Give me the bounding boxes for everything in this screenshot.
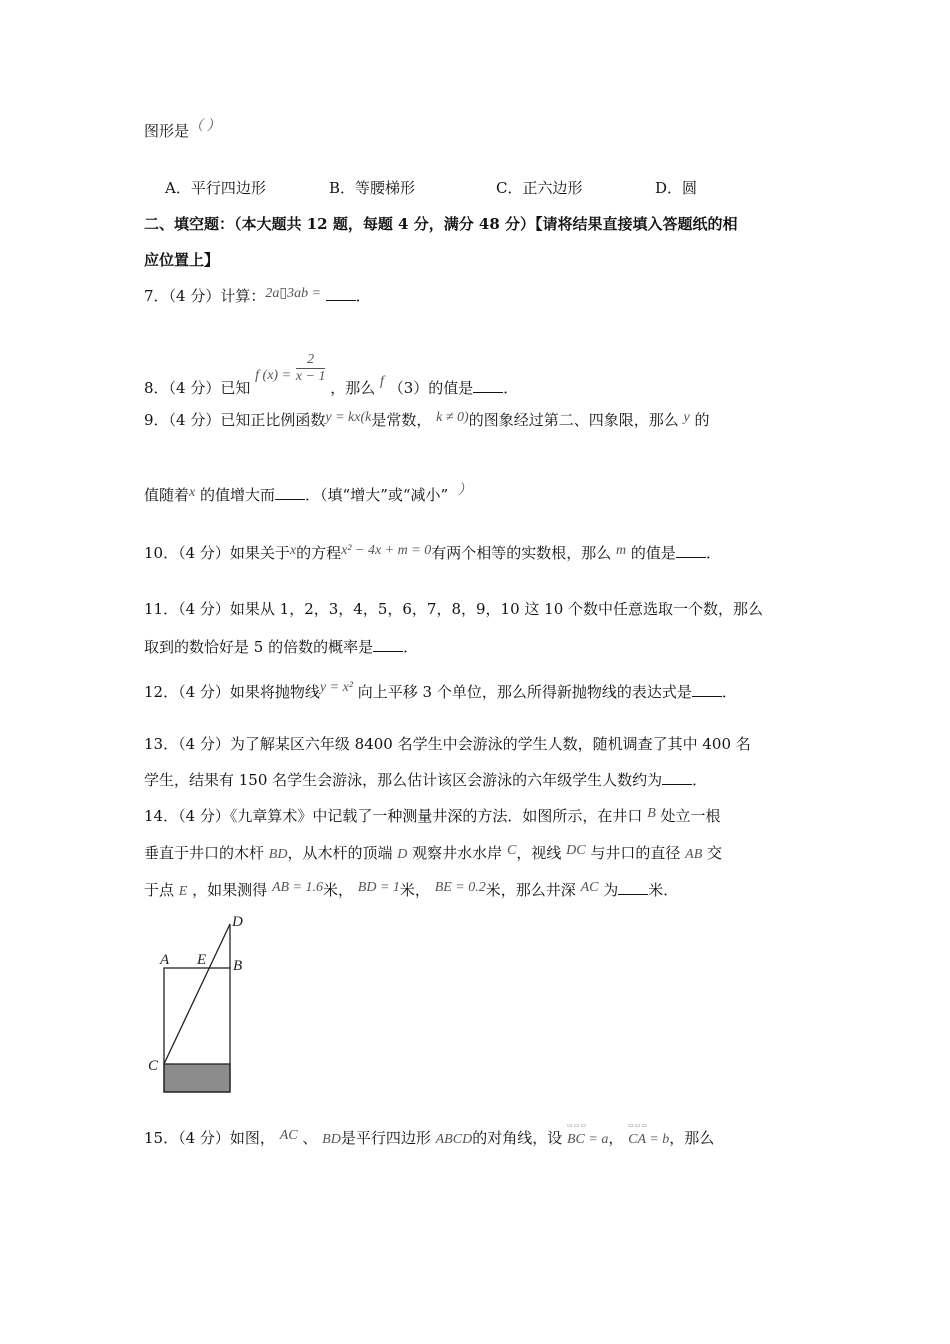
label-a: A	[160, 952, 170, 968]
question-10: 10．（4 分）如果关于x的方程x² − 4x + m = 0有两个相等的实数根，那么 m 的值是 ．	[144, 543, 721, 562]
label-b: B	[233, 958, 243, 974]
question-15: 15．（4 分）如图， AC 、 BD是平行四边形 ABCD的对角线，设 ▭▭▭ BC = a， ▭▭▭ CA = b，那么	[144, 1128, 714, 1150]
answer-blank[interactable]	[618, 880, 648, 895]
question-13-cont: 学生，结果有 150 名学生会游泳，那么估计该区会游泳的六年级学生人数约为 ．	[144, 771, 708, 789]
section-2-title-cont: 应位置上】	[144, 251, 220, 269]
answer-blank[interactable]	[676, 543, 706, 558]
question-14-line-3: 于点 E ，如果测得 AB = 1.6米， BD = 1米， BE = 0.2米，那么井深 AC 为 米．	[144, 880, 679, 899]
option-c: C．正六边形	[496, 179, 583, 197]
question-7: 7．（4 分）计算：2a▯3ab = ．	[144, 286, 371, 305]
question-9: 9．（4 分）已知正比例函数y = kx(k是常数， k ≠ 0)的图象经过第二、四象限，那么 y 的	[144, 410, 710, 429]
fraction: $\frac{2}{x - 1}$	[295, 352, 326, 384]
section-2-title: 二、填空题：（本大题共 12 题，每题 4 分，满分 48 分）【请将结果直接填入答题纸的相	[144, 215, 738, 233]
question-14-line-2: 垂直于井口的木杆 BD，从木杆的顶端 D 观察井水水岸 C，视线 DC 与井口的直径 AB 交	[144, 843, 723, 862]
answer-blank[interactable]	[326, 286, 356, 301]
question-12: 12．（4 分）如果将抛物线y = x² 向上平移 3 个单位，那么所得新抛物线的表达式是 ．	[144, 680, 737, 701]
answer-blank[interactable]	[473, 378, 503, 393]
answer-blank[interactable]	[692, 682, 722, 697]
vector-arrow-icon: ▭▭▭	[628, 1122, 649, 1129]
question-11: 11．（4 分）如果从 1，2，3，4，5，6，7，8，9，10 这 10 个数中任意选取一个数，那么	[144, 600, 764, 618]
well-diagram	[140, 910, 260, 1100]
label-c: C	[148, 1058, 159, 1074]
option-a: A．平行四边形	[165, 179, 266, 197]
question-9-cont: 值随着x 的值增大而 ．（填“增大”或“减小” ）	[144, 483, 472, 504]
option-d: D．圆	[655, 179, 698, 197]
function-fx: f (x) =	[255, 367, 292, 383]
water-fill	[164, 1064, 230, 1092]
sightline-dc	[164, 924, 230, 1064]
vector-arrow-icon: ▭▭▭	[566, 1122, 587, 1129]
question-13: 13．（4 分）为了解某区六年级 8400 名学生中会游泳的学生人数，随机调查了其中 400 名	[144, 735, 751, 753]
vector-bc: ▭▭▭ BC = a	[567, 1128, 608, 1150]
q6-tail: 图形是（ ）	[144, 119, 221, 140]
question-14: 14．（4 分）《九章算术》中记载了一种测量井深的方法．如图所示，在井口 B 处立一根	[144, 806, 721, 825]
answer-blank[interactable]	[662, 770, 692, 785]
label-e: E	[197, 952, 207, 968]
question-11-cont: 取到的数恰好是 5 的倍数的概率是 ．	[144, 638, 419, 656]
label-d: D	[232, 914, 243, 930]
answer-blank[interactable]	[373, 637, 403, 652]
vector-ca: ▭▭▭ CA = b	[628, 1128, 669, 1150]
option-b: B．等腰梯形	[329, 179, 416, 197]
answer-blank[interactable]	[275, 485, 305, 500]
question-8: 8．（4 分）已知 f (x) = $\frac{2}{x - 1}$ ，那么 f （3）的值是 ．	[144, 352, 519, 397]
